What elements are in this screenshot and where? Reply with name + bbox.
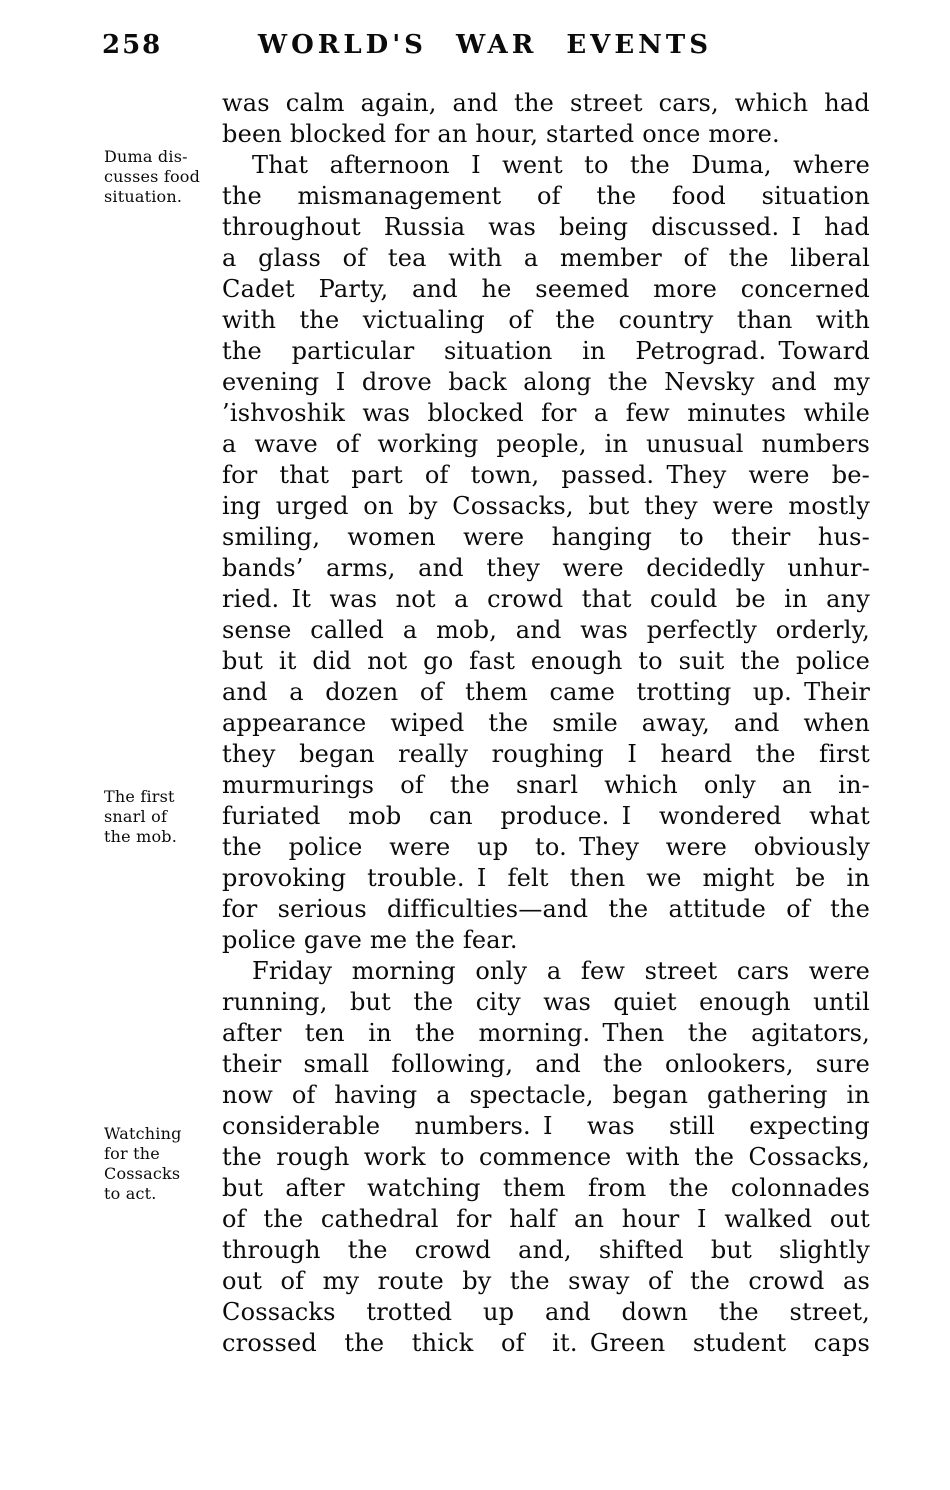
body-line: ried. It was not a crowd that could be in any (222, 585, 870, 613)
body-line: ’ishvoshik was blocked for a few minutes while (222, 399, 870, 427)
margin-note-line: cusses food (104, 167, 201, 186)
body-line: after ten in the morning. Then the agitators, (222, 1019, 870, 1047)
body-line: they began really roughing I heard the first (222, 740, 870, 768)
body-line: and a dozen of them came trotting up. Their (222, 678, 870, 706)
margin-note-line: the mob. (104, 827, 178, 846)
body-line: Cadet Party, and he seemed more concerned (222, 275, 870, 303)
body-line: smiling, women were hanging to their hus- (222, 523, 870, 551)
margin-note-duma (104, 147, 222, 207)
page-number: 258 (102, 30, 163, 60)
body-line: murmurings of the snarl which only an in- (222, 771, 870, 799)
body-line: Friday morning only a few street cars were (252, 957, 870, 985)
body-line: was calm again, and the street cars, which had (222, 89, 870, 117)
body-line: That afternoon I went to the Duma, where (252, 151, 870, 179)
margin-note-line: to act. (104, 1184, 157, 1203)
body-line: running, but the city was quiet enough until (222, 988, 870, 1016)
margin-note-line: Cossacks (104, 1164, 181, 1183)
margin-note-snarl (104, 787, 222, 847)
margin-note-line: Duma dis- (104, 147, 188, 166)
body-line: out of my route by the sway of the crowd as (222, 1267, 870, 1295)
body-line: appearance wiped the smile away, and when (222, 709, 870, 737)
body-line: provoking trouble. I felt then we might be in (222, 864, 870, 892)
body-line: the mismanagement of the food situation (222, 182, 870, 210)
body-line: the police were up to. They were obviously (222, 833, 870, 861)
body-line: bands’ arms, and they were decidedly unhur- (222, 554, 870, 582)
body-line: sense called a mob, and was perfectly orderly, (222, 616, 870, 644)
margin-note-line: situation. (104, 187, 183, 206)
body-line: their small following, and the onlookers, sure (222, 1050, 870, 1078)
margin-note-line: for the (104, 1144, 160, 1163)
body-line: the rough work to commence with the Cossacks, (222, 1143, 870, 1171)
margin-note-line: Watching (104, 1124, 182, 1143)
body-line: throughout Russia was being discussed. I had (222, 213, 870, 241)
margin-note-line: snarl of (104, 807, 168, 826)
running-header: WORLD'S WAR EVENTS (257, 30, 713, 60)
body-line: of the cathedral for half an hour I walked out (222, 1205, 870, 1233)
margin-note-cossacks (104, 1124, 222, 1204)
body-line: a glass of tea with a member of the liberal (222, 244, 870, 272)
body-line: with the victualing of the country than with (222, 306, 870, 334)
body-line: now of having a spectacle, began gathering in (222, 1081, 870, 1109)
body-line: crossed the thick of it. Green student caps (222, 1329, 870, 1357)
body-line: through the crowd and, shifted but slightly (222, 1236, 870, 1264)
margin-note-line: The first (104, 787, 175, 806)
body-line: the particular situation in Petrograd. Toward (222, 337, 870, 365)
body-line: considerable numbers. I was still expecting (222, 1112, 870, 1140)
body-line: police gave me the fear. (222, 926, 518, 954)
body-line: ing urged on by Cossacks, but they were mostly (222, 492, 870, 520)
body-line: but it did not go fast enough to suit the police (222, 647, 870, 675)
body-line: a wave of working people, in unusual numbers (222, 430, 870, 458)
body-line: for that part of town, passed. They were be- (222, 461, 870, 489)
body-line: been blocked for an hour, started once more. (222, 120, 780, 148)
body-line: for serious difficulties—and the attitude of the (222, 895, 870, 923)
body-line: but after watching them from the colonnades (222, 1174, 870, 1202)
body-line: Cossacks trotted up and down the street, (222, 1298, 870, 1326)
body-line: furiated mob can produce. I wondered what (222, 802, 870, 830)
body-text (222, 88, 870, 1359)
body-line: evening I drove back along the Nevsky and my (222, 368, 870, 396)
